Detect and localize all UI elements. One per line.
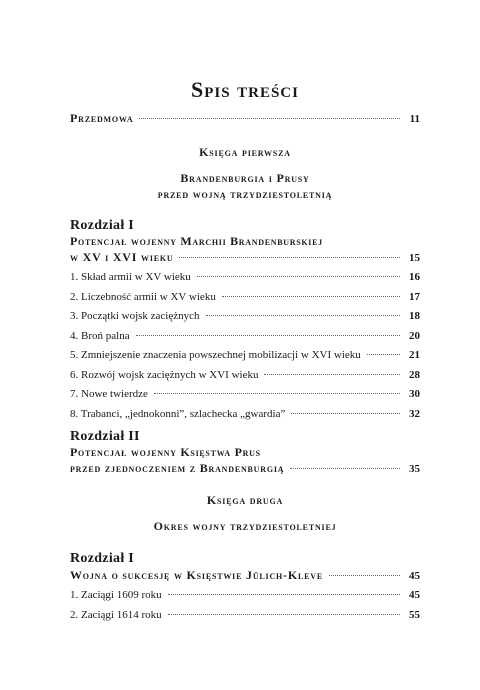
page-number: 16 xyxy=(409,271,420,283)
toc-entry[interactable] xyxy=(70,368,420,382)
page-number: 45 xyxy=(409,570,420,582)
chapter-title-line2: przed zjednoczeniem z Brandenburgią xyxy=(70,461,285,475)
page-number: 35 xyxy=(409,463,420,475)
dot-leader xyxy=(136,335,400,336)
entry-label: 6. Rozwój wojsk zaciężnych w XVI wieku xyxy=(70,369,259,381)
entry-label: Przedmowa xyxy=(70,111,134,125)
dot-leader xyxy=(329,575,400,576)
dot-leader xyxy=(291,413,400,414)
page-number: 11 xyxy=(409,113,420,125)
dot-leader xyxy=(206,315,400,316)
toc-entry[interactable] xyxy=(70,290,420,304)
book2-heading: Księga druga xyxy=(206,493,284,507)
toc-entry-chapter[interactable] xyxy=(70,568,420,583)
dot-leader xyxy=(264,374,400,375)
chapter-label: Rozdział II xyxy=(70,429,140,444)
dot-leader xyxy=(290,468,400,469)
chapter-label: Rozdział I xyxy=(70,218,135,233)
toc-entry[interactable] xyxy=(70,407,420,421)
dot-leader xyxy=(222,296,400,297)
chapter-title-line2: w XV i XVI wieku xyxy=(70,250,174,264)
entry-label: 2. Liczebność armii w XV wieku xyxy=(70,291,216,303)
page-number: 15 xyxy=(409,252,420,264)
chapter-title-line1: Potencjał wojenny Marchii Brandenburskiej xyxy=(70,234,323,248)
toc-entry-preface[interactable] xyxy=(70,111,420,126)
toc-entry[interactable] xyxy=(70,309,420,323)
page-title: Spis treści xyxy=(191,77,299,102)
page-number: 21 xyxy=(409,349,420,361)
entry-label: 2. Zaciągi 1614 roku xyxy=(70,609,162,621)
chapter-title-line1: Potencjał wojenny Księstwa Prus xyxy=(70,445,261,459)
entry-label: 8. Trabanci, „jednokonni”, szlachecka „gwardia” xyxy=(70,408,286,420)
dot-leader xyxy=(154,393,400,394)
book1-subtitle-line2: przed wojną trzydziestoletnią xyxy=(157,187,333,201)
toc-entry[interactable] xyxy=(70,348,420,362)
book1-heading: Księga pierwsza xyxy=(199,145,291,159)
toc-entry-chapter[interactable] xyxy=(70,250,420,265)
toc-entry[interactable] xyxy=(70,588,420,602)
page-number: 30 xyxy=(409,388,420,400)
book2-subtitle: Okres wojny trzydziestoletniej xyxy=(153,519,337,533)
page-number: 18 xyxy=(409,310,420,322)
table-of-contents xyxy=(70,0,420,690)
toc-entry[interactable] xyxy=(70,608,420,622)
toc-entry[interactable] xyxy=(70,270,420,284)
page-number: 32 xyxy=(409,408,420,420)
dot-leader xyxy=(139,118,400,119)
toc-entry[interactable] xyxy=(70,387,420,401)
toc-entry-chapter[interactable] xyxy=(70,461,420,476)
entry-label: 3. Początki wojsk zaciężnych xyxy=(70,310,200,322)
dot-leader xyxy=(179,257,400,258)
dot-leader xyxy=(367,354,400,355)
entry-label: 1. Zaciągi 1609 roku xyxy=(70,589,162,601)
dot-leader xyxy=(168,614,400,615)
dot-leader xyxy=(168,594,400,595)
entry-label: 7. Nowe twierdze xyxy=(70,388,148,400)
entry-label: 5. Zmniejszenie znaczenia powszechnej mobilizacji w XVI wieku xyxy=(70,349,361,361)
chapter-title: Wojna o sukcesję w Księstwie Jülich-Kleve xyxy=(70,568,323,582)
chapter-label: Rozdział I xyxy=(70,551,135,566)
book1-subtitle-line1: Brandenburgia i Prusy xyxy=(180,171,310,185)
page-number: 20 xyxy=(409,330,420,342)
page-number: 55 xyxy=(409,609,420,621)
entry-label: 4. Broń palna xyxy=(70,330,130,342)
page-number: 45 xyxy=(409,589,420,601)
page-number: 28 xyxy=(409,369,420,381)
dot-leader xyxy=(197,276,400,277)
entry-label: 1. Skład armii w XV wieku xyxy=(70,271,191,283)
page-number: 17 xyxy=(409,291,420,303)
toc-entry[interactable] xyxy=(70,329,420,343)
